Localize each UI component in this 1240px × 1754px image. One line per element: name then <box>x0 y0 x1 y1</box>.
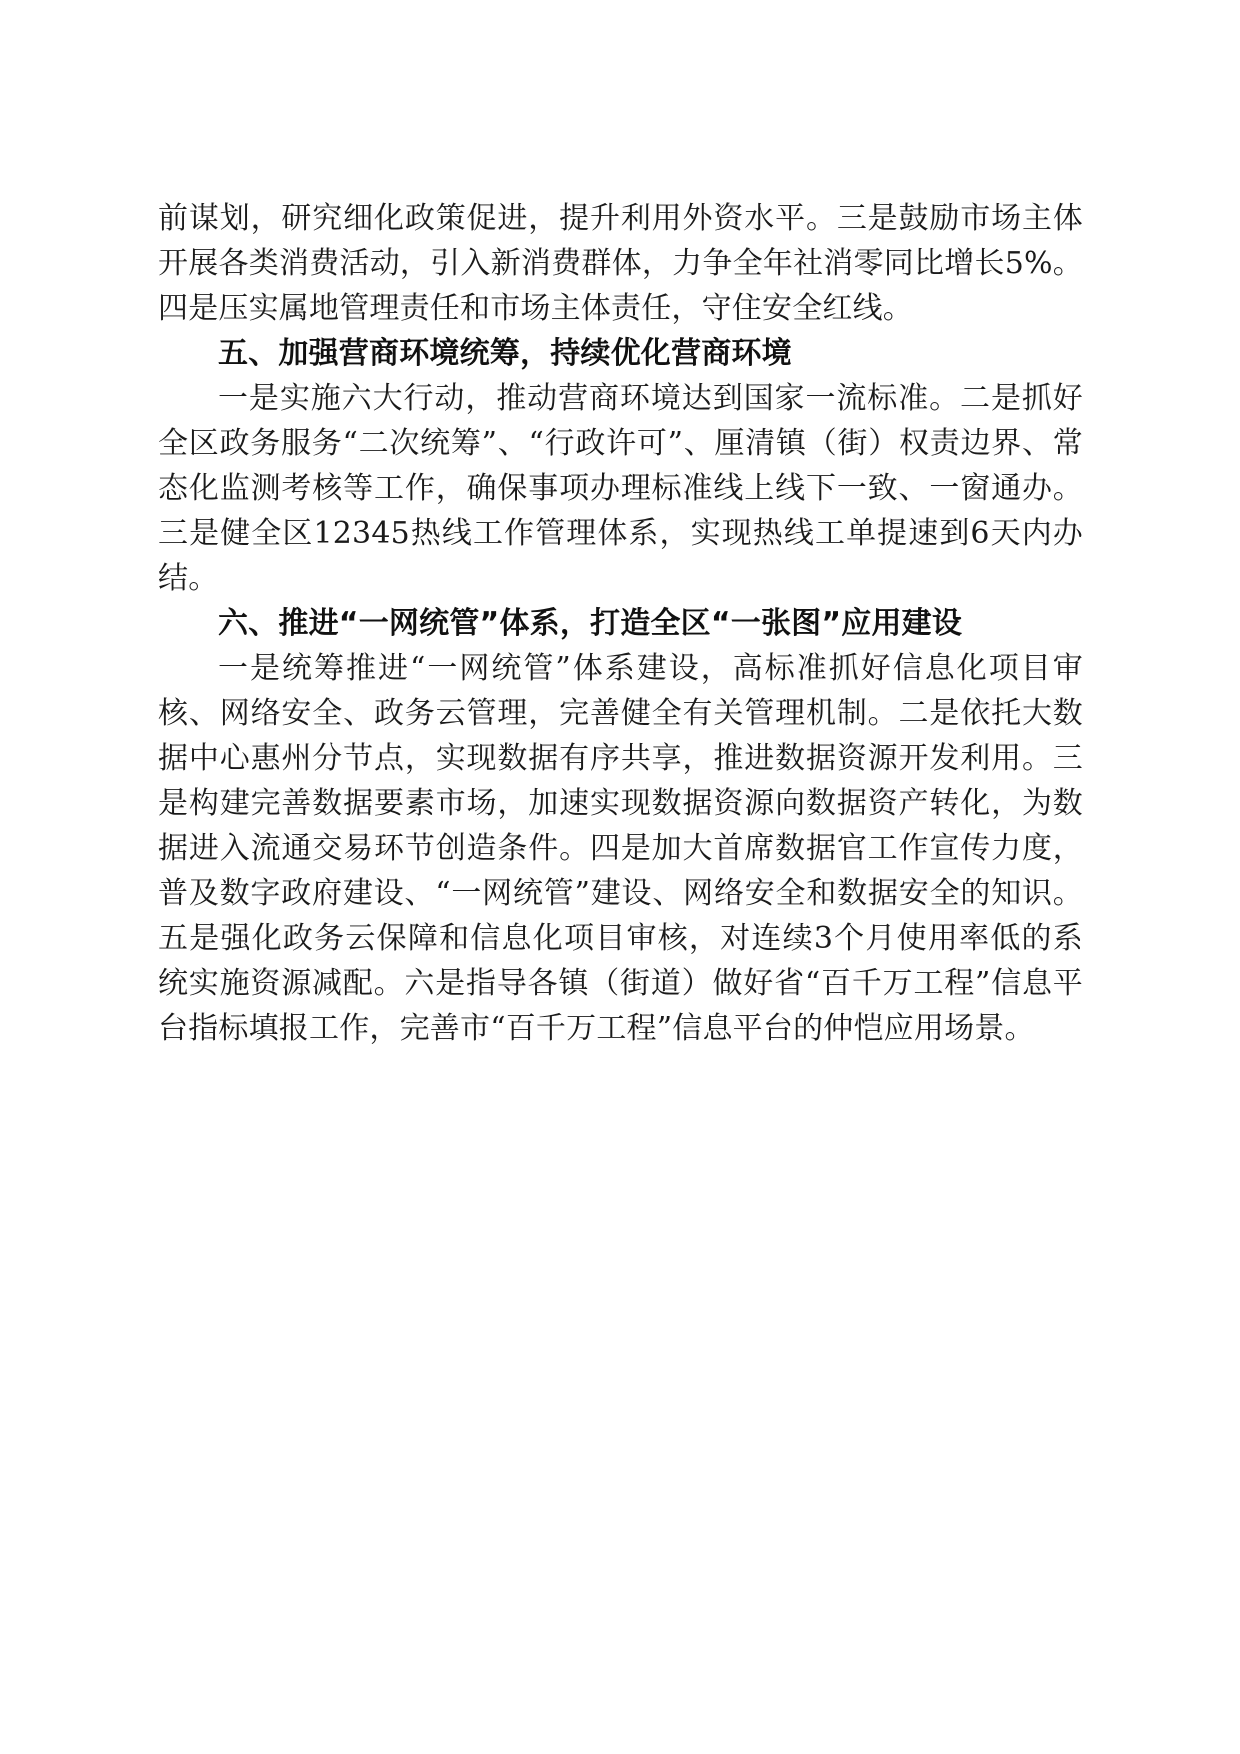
document-body <box>158 196 1083 1051</box>
body-paragraph-section-6: 一是统筹推进“一网统管”体系建设，高标准抓好信息化项目审核、网络安全、政务云管理，完善健全有关管理机制。二是依托大数据中心惠州分节点，实现数据有序共享，推进数据资源开发利用。三是构建完善数据要素市场，加速实现数据资源向数据资产转化，为数据进入流通交易环节创造条件。四是加大首席数据官工作宣传力度，普及数字政府建设、“一网统管”建设、网络安全和数据安全的知识。五是强化政务云保障和信息化项目审核，对连续3个月使用率低的系统实施资源减配。六是指导各镇（街道）做好省“百千万工程”信息平台指标填报工作，完善市“百千万工程”信息平台的仲恺应用场景。 <box>158 651 1083 1046</box>
body-paragraph-section-5: 一是实施六大行动，推动营商环境达到国家一流标准。二是抓好全区政务服务“二次统筹”、“行政许可”、厘清镇（街）权责边界、常态化监测考核等工作，确保事项办理标准线上线下一致、一窗通办。三是健全区12345热线工作管理体系，实现热线工单提速到6天内办结。 <box>158 381 1083 596</box>
body-paragraph-continued: 前谋划，研究细化政策促进，提升利用外资水平。三是鼓励市场主体开展各类消费活动，引入新消费群体，力争全年社消零同比增长5%。四是压实属地管理责任和市场主体责任，守住安全红线。 <box>158 201 1083 326</box>
section-heading-6: 六、推进“一网统管”体系，打造全区“一张图”应用建设 <box>218 606 963 641</box>
section-heading-5: 五、加强营商环境统筹，持续优化营商环境 <box>218 336 792 371</box>
